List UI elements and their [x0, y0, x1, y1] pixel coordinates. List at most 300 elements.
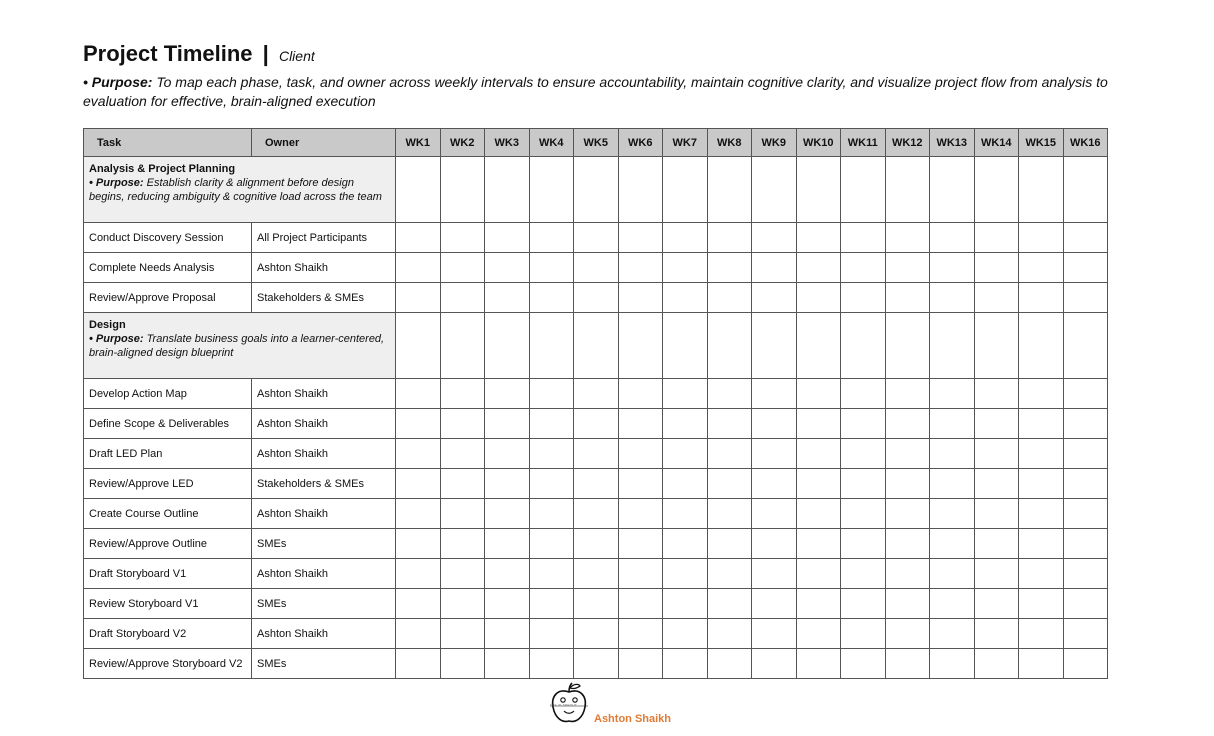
week-cell[interactable] — [485, 529, 530, 559]
week-cell[interactable] — [440, 589, 485, 619]
week-cell[interactable] — [752, 649, 797, 679]
week-cell[interactable] — [440, 649, 485, 679]
week-cell[interactable] — [1019, 253, 1064, 283]
owner-cell: SMEs — [252, 529, 396, 559]
week-cell[interactable] — [930, 589, 975, 619]
week-cell[interactable] — [1019, 589, 1064, 619]
week-cell[interactable] — [930, 469, 975, 499]
table-row — [84, 559, 1108, 589]
week-cell[interactable] — [885, 409, 930, 439]
owner-cell: Ashton Shaikh — [252, 439, 396, 469]
week-cell[interactable] — [841, 589, 886, 619]
week-cell[interactable] — [440, 313, 485, 379]
footer-author-name: Ashton Shaikh — [594, 713, 672, 725]
week-cell[interactable] — [529, 469, 574, 499]
phase-cell — [84, 157, 396, 223]
week-cell[interactable] — [1063, 499, 1108, 529]
week-cell[interactable] — [1019, 469, 1064, 499]
week-cell[interactable] — [885, 283, 930, 313]
owner-cell: Ashton Shaikh — [252, 499, 396, 529]
week-cell[interactable] — [707, 559, 752, 589]
week-cell[interactable] — [930, 253, 975, 283]
phase-cell — [84, 313, 396, 379]
week-cell[interactable] — [1063, 157, 1108, 223]
week-cell[interactable] — [841, 313, 886, 379]
week-cell[interactable] — [752, 253, 797, 283]
week-cell[interactable] — [841, 379, 886, 409]
week-cell[interactable] — [1019, 223, 1064, 253]
week-cell[interactable] — [707, 499, 752, 529]
week-cell[interactable] — [574, 409, 619, 439]
week-cell[interactable] — [574, 469, 619, 499]
week-cell[interactable] — [1063, 283, 1108, 313]
week-cell[interactable] — [663, 529, 708, 559]
week-cell[interactable] — [485, 409, 530, 439]
week-cell[interactable] — [841, 499, 886, 529]
week-cell[interactable] — [796, 529, 841, 559]
week-cell[interactable] — [440, 379, 485, 409]
week-cell[interactable] — [885, 157, 930, 223]
week-cell[interactable] — [796, 499, 841, 529]
week-cell[interactable] — [1063, 313, 1108, 379]
owner-cell: Ashton Shaikh — [252, 409, 396, 439]
week-cell[interactable] — [841, 409, 886, 439]
week-cell[interactable] — [529, 283, 574, 313]
week-cell[interactable] — [974, 499, 1019, 529]
week-cell[interactable] — [396, 469, 441, 499]
title-separator: | — [262, 41, 269, 66]
week-cell[interactable] — [663, 283, 708, 313]
week-cell[interactable] — [1063, 253, 1108, 283]
week-cell[interactable] — [485, 619, 530, 649]
week-cell[interactable] — [752, 619, 797, 649]
task-cell: Draft LED Plan — [84, 439, 252, 469]
week-cell[interactable] — [707, 589, 752, 619]
week-cell[interactable] — [796, 619, 841, 649]
week-cell[interactable] — [485, 499, 530, 529]
week-cell[interactable] — [974, 619, 1019, 649]
week-cell[interactable] — [974, 409, 1019, 439]
week-cell[interactable] — [529, 589, 574, 619]
week-cell[interactable] — [396, 157, 441, 223]
week-cell[interactable] — [440, 439, 485, 469]
week-header-6: WK6 — [618, 129, 663, 157]
week-cell[interactable] — [574, 619, 619, 649]
week-cell[interactable] — [396, 379, 441, 409]
week-cell[interactable] — [841, 619, 886, 649]
week-cell[interactable] — [796, 157, 841, 223]
week-cell[interactable] — [930, 439, 975, 469]
week-header-16: WK16 — [1063, 129, 1108, 157]
week-cell[interactable] — [1063, 469, 1108, 499]
week-cell[interactable] — [1019, 283, 1064, 313]
week-cell[interactable] — [396, 529, 441, 559]
owner-cell: Stakeholders & SMEs — [252, 283, 396, 313]
table-row — [84, 253, 1108, 283]
task-cell: Review/Approve Storyboard V2 — [84, 649, 252, 679]
week-cell[interactable] — [796, 589, 841, 619]
week-cell[interactable] — [796, 559, 841, 589]
week-cell[interactable] — [841, 559, 886, 589]
week-cell[interactable] — [752, 589, 797, 619]
week-cell[interactable] — [618, 589, 663, 619]
week-cell[interactable] — [440, 157, 485, 223]
week-cell[interactable] — [1063, 619, 1108, 649]
table-row — [84, 649, 1108, 679]
week-cell[interactable] — [796, 439, 841, 469]
owner-column-header: Owner — [252, 129, 396, 157]
table-row — [84, 283, 1108, 313]
week-cell[interactable] — [440, 253, 485, 283]
phase-row — [84, 313, 1108, 379]
week-cell[interactable] — [1019, 529, 1064, 559]
week-cell[interactable] — [396, 499, 441, 529]
week-cell[interactable] — [1063, 439, 1108, 469]
week-cell[interactable] — [1063, 589, 1108, 619]
week-cell[interactable] — [974, 649, 1019, 679]
table-row — [84, 619, 1108, 649]
week-cell[interactable] — [396, 559, 441, 589]
week-cell[interactable] — [618, 559, 663, 589]
week-cell[interactable] — [663, 313, 708, 379]
week-cell[interactable] — [618, 469, 663, 499]
task-cell: Draft Storyboard V2 — [84, 619, 252, 649]
week-cell[interactable] — [574, 439, 619, 469]
week-cell[interactable] — [885, 559, 930, 589]
week-cell[interactable] — [752, 157, 797, 223]
week-cell[interactable] — [529, 157, 574, 223]
week-cell[interactable] — [663, 439, 708, 469]
week-cell[interactable] — [529, 253, 574, 283]
phase-name: Design — [89, 319, 126, 331]
week-cell[interactable] — [663, 223, 708, 253]
week-cell[interactable] — [885, 469, 930, 499]
week-cell[interactable] — [663, 589, 708, 619]
week-cell[interactable] — [885, 649, 930, 679]
week-cell[interactable] — [930, 223, 975, 253]
week-header-8: WK8 — [707, 129, 752, 157]
week-cell[interactable] — [885, 499, 930, 529]
week-cell[interactable] — [885, 589, 930, 619]
week-cell[interactable] — [529, 223, 574, 253]
purpose-text: To map each phase, task, and owner across weekly intervals to ensure accountability, maintain cognitive clarity, and visualize project flow from analysis to evaluation for effective, brain-aligned execution — [83, 74, 1108, 109]
week-cell[interactable] — [440, 223, 485, 253]
week-cell[interactable] — [707, 649, 752, 679]
week-cell[interactable] — [663, 469, 708, 499]
task-column-header: Task — [84, 129, 252, 157]
week-cell[interactable] — [885, 313, 930, 379]
week-cell[interactable] — [396, 409, 441, 439]
owner-cell: SMEs — [252, 589, 396, 619]
week-cell[interactable] — [1019, 649, 1064, 679]
week-cell[interactable] — [529, 313, 574, 379]
week-cell[interactable] — [485, 283, 530, 313]
week-cell[interactable] — [529, 409, 574, 439]
week-cell[interactable] — [618, 499, 663, 529]
week-cell[interactable] — [440, 619, 485, 649]
week-cell[interactable] — [1019, 313, 1064, 379]
week-header-3: WK3 — [485, 129, 530, 157]
week-header-5: WK5 — [574, 129, 619, 157]
week-cell[interactable] — [1019, 619, 1064, 649]
week-cell[interactable] — [529, 619, 574, 649]
phase-purpose-text: Establish clarity & alignment before design begins, reducing ambiguity & cognitive load across the team — [89, 177, 382, 203]
week-cell[interactable] — [1019, 379, 1064, 409]
week-cell[interactable] — [396, 223, 441, 253]
owner-cell: Ashton Shaikh — [252, 253, 396, 283]
week-cell[interactable] — [752, 313, 797, 379]
week-cell[interactable] — [574, 529, 619, 559]
week-cell[interactable] — [796, 379, 841, 409]
week-cell[interactable] — [1063, 529, 1108, 559]
week-cell[interactable] — [663, 559, 708, 589]
week-cell[interactable] — [529, 529, 574, 559]
task-cell: Define Scope & Deliverables — [84, 409, 252, 439]
week-cell[interactable] — [618, 157, 663, 223]
week-cell[interactable] — [574, 253, 619, 283]
week-cell[interactable] — [529, 649, 574, 679]
week-cell[interactable] — [618, 649, 663, 679]
week-header-12: WK12 — [885, 129, 930, 157]
week-cell[interactable] — [440, 559, 485, 589]
week-cell[interactable] — [663, 649, 708, 679]
week-cell[interactable] — [529, 379, 574, 409]
week-header-14: WK14 — [974, 129, 1019, 157]
week-header-13: WK13 — [930, 129, 975, 157]
week-cell[interactable] — [930, 313, 975, 379]
table-row — [84, 439, 1108, 469]
week-cell[interactable] — [618, 439, 663, 469]
week-cell[interactable] — [841, 253, 886, 283]
week-cell[interactable] — [930, 649, 975, 679]
week-cell[interactable] — [1019, 157, 1064, 223]
week-cell[interactable] — [707, 439, 752, 469]
week-cell[interactable] — [885, 253, 930, 283]
week-cell[interactable] — [485, 253, 530, 283]
week-cell[interactable] — [796, 649, 841, 679]
week-cell[interactable] — [841, 439, 886, 469]
week-cell[interactable] — [574, 499, 619, 529]
week-cell[interactable] — [485, 589, 530, 619]
week-cell[interactable] — [574, 649, 619, 679]
week-cell[interactable] — [618, 529, 663, 559]
week-cell[interactable] — [752, 283, 797, 313]
week-cell[interactable] — [485, 379, 530, 409]
week-cell[interactable] — [885, 439, 930, 469]
table-row — [84, 469, 1108, 499]
week-cell[interactable] — [485, 313, 530, 379]
week-cell[interactable] — [1063, 223, 1108, 253]
week-cell[interactable] — [618, 253, 663, 283]
week-cell[interactable] — [974, 559, 1019, 589]
week-cell[interactable] — [574, 559, 619, 589]
table-row — [84, 529, 1108, 559]
week-cell[interactable] — [440, 469, 485, 499]
week-cell[interactable] — [485, 469, 530, 499]
owner-cell: Ashton Shaikh — [252, 619, 396, 649]
week-cell[interactable] — [752, 469, 797, 499]
week-cell[interactable] — [618, 223, 663, 253]
week-cell[interactable] — [885, 529, 930, 559]
week-cell[interactable] — [663, 619, 708, 649]
week-cell[interactable] — [1063, 409, 1108, 439]
task-cell: Create Course Outline — [84, 499, 252, 529]
table-row — [84, 379, 1108, 409]
week-cell[interactable] — [618, 619, 663, 649]
week-cell[interactable] — [396, 253, 441, 283]
week-cell[interactable] — [574, 157, 619, 223]
week-cell[interactable] — [930, 283, 975, 313]
week-cell[interactable] — [930, 409, 975, 439]
week-cell[interactable] — [707, 253, 752, 283]
week-cell[interactable] — [574, 313, 619, 379]
week-cell[interactable] — [974, 223, 1019, 253]
week-cell[interactable] — [1063, 559, 1108, 589]
week-cell[interactable] — [752, 379, 797, 409]
week-cell[interactable] — [974, 283, 1019, 313]
table-row — [84, 409, 1108, 439]
week-cell[interactable] — [440, 283, 485, 313]
week-header-1: WK1 — [396, 129, 441, 157]
week-cell[interactable] — [841, 529, 886, 559]
week-cell[interactable] — [574, 589, 619, 619]
week-cell[interactable] — [529, 559, 574, 589]
week-cell[interactable] — [396, 439, 441, 469]
week-cell[interactable] — [974, 313, 1019, 379]
week-cell[interactable] — [885, 379, 930, 409]
owner-cell: SMEs — [252, 649, 396, 679]
week-cell[interactable] — [930, 379, 975, 409]
week-cell[interactable] — [974, 469, 1019, 499]
week-cell[interactable] — [663, 157, 708, 223]
week-cell[interactable] — [396, 283, 441, 313]
week-cell[interactable] — [974, 589, 1019, 619]
week-cell[interactable] — [663, 379, 708, 409]
week-cell[interactable] — [796, 469, 841, 499]
week-cell[interactable] — [663, 253, 708, 283]
week-cell[interactable] — [974, 157, 1019, 223]
week-cell[interactable] — [841, 469, 886, 499]
week-cell[interactable] — [618, 313, 663, 379]
task-cell: Complete Needs Analysis — [84, 253, 252, 283]
week-cell[interactable] — [974, 439, 1019, 469]
week-cell[interactable] — [440, 529, 485, 559]
week-cell[interactable] — [841, 157, 886, 223]
task-cell: Conduct Discovery Session — [84, 223, 252, 253]
week-cell[interactable] — [974, 529, 1019, 559]
week-cell[interactable] — [796, 283, 841, 313]
owner-cell: Stakeholders & SMEs — [252, 469, 396, 499]
week-cell[interactable] — [796, 253, 841, 283]
week-cell[interactable] — [1019, 499, 1064, 529]
week-cell[interactable] — [841, 223, 886, 253]
week-cell[interactable] — [752, 409, 797, 439]
owner-cell: Ashton Shaikh — [252, 379, 396, 409]
week-cell[interactable] — [1019, 559, 1064, 589]
week-cell[interactable] — [1063, 649, 1108, 679]
timeline-table — [83, 128, 1108, 679]
week-cell[interactable] — [930, 157, 975, 223]
week-cell[interactable] — [485, 649, 530, 679]
week-cell[interactable] — [707, 619, 752, 649]
week-cell[interactable] — [618, 283, 663, 313]
week-cell[interactable] — [885, 619, 930, 649]
week-cell[interactable] — [618, 409, 663, 439]
week-cell[interactable] — [930, 499, 975, 529]
week-cell[interactable] — [707, 313, 752, 379]
week-header-4: WK4 — [529, 129, 574, 157]
week-cell[interactable] — [796, 313, 841, 379]
week-cell[interactable] — [574, 223, 619, 253]
task-cell: Review Storyboard V1 — [84, 589, 252, 619]
week-cell[interactable] — [752, 499, 797, 529]
table-header-row — [84, 129, 1108, 157]
week-cell[interactable] — [663, 409, 708, 439]
week-cell[interactable] — [707, 409, 752, 439]
week-cell[interactable] — [752, 223, 797, 253]
week-header-11: WK11 — [841, 129, 886, 157]
week-cell[interactable] — [440, 409, 485, 439]
week-cell[interactable] — [1019, 409, 1064, 439]
table-row — [84, 499, 1108, 529]
task-cell: Draft Storyboard V1 — [84, 559, 252, 589]
week-cell[interactable] — [485, 157, 530, 223]
week-cell[interactable] — [752, 439, 797, 469]
week-cell[interactable] — [841, 283, 886, 313]
week-cell[interactable] — [529, 499, 574, 529]
week-cell[interactable] — [1019, 439, 1064, 469]
week-cell[interactable] — [841, 649, 886, 679]
week-cell[interactable] — [752, 529, 797, 559]
week-cell[interactable] — [1063, 379, 1108, 409]
phase-purpose — [89, 176, 391, 204]
week-cell[interactable] — [396, 313, 441, 379]
week-cell[interactable] — [707, 283, 752, 313]
week-cell[interactable] — [574, 379, 619, 409]
week-cell[interactable] — [440, 499, 485, 529]
week-cell[interactable] — [618, 379, 663, 409]
week-cell[interactable] — [396, 649, 441, 679]
week-cell[interactable] — [485, 559, 530, 589]
week-cell[interactable] — [752, 559, 797, 589]
week-cell[interactable] — [485, 439, 530, 469]
client-label: Client — [278, 48, 315, 64]
purpose-statement — [83, 73, 1133, 111]
week-cell[interactable] — [974, 253, 1019, 283]
week-cell[interactable] — [930, 619, 975, 649]
week-cell[interactable] — [796, 223, 841, 253]
week-cell[interactable] — [396, 589, 441, 619]
week-cell[interactable] — [707, 469, 752, 499]
week-cell[interactable] — [707, 223, 752, 253]
week-cell[interactable] — [574, 283, 619, 313]
week-cell[interactable] — [930, 559, 975, 589]
task-cell: Review/Approve Outline — [84, 529, 252, 559]
phase-row — [84, 157, 1108, 223]
week-cell[interactable] — [707, 157, 752, 223]
week-cell[interactable] — [930, 529, 975, 559]
week-cell[interactable] — [796, 409, 841, 439]
week-cell[interactable] — [885, 223, 930, 253]
week-cell[interactable] — [707, 379, 752, 409]
week-cell[interactable] — [396, 619, 441, 649]
week-cell[interactable] — [707, 529, 752, 559]
week-cell[interactable] — [974, 379, 1019, 409]
task-cell: Review/Approve Proposal — [84, 283, 252, 313]
week-cell[interactable] — [529, 439, 574, 469]
week-cell[interactable] — [485, 223, 530, 253]
week-cell[interactable] — [663, 499, 708, 529]
